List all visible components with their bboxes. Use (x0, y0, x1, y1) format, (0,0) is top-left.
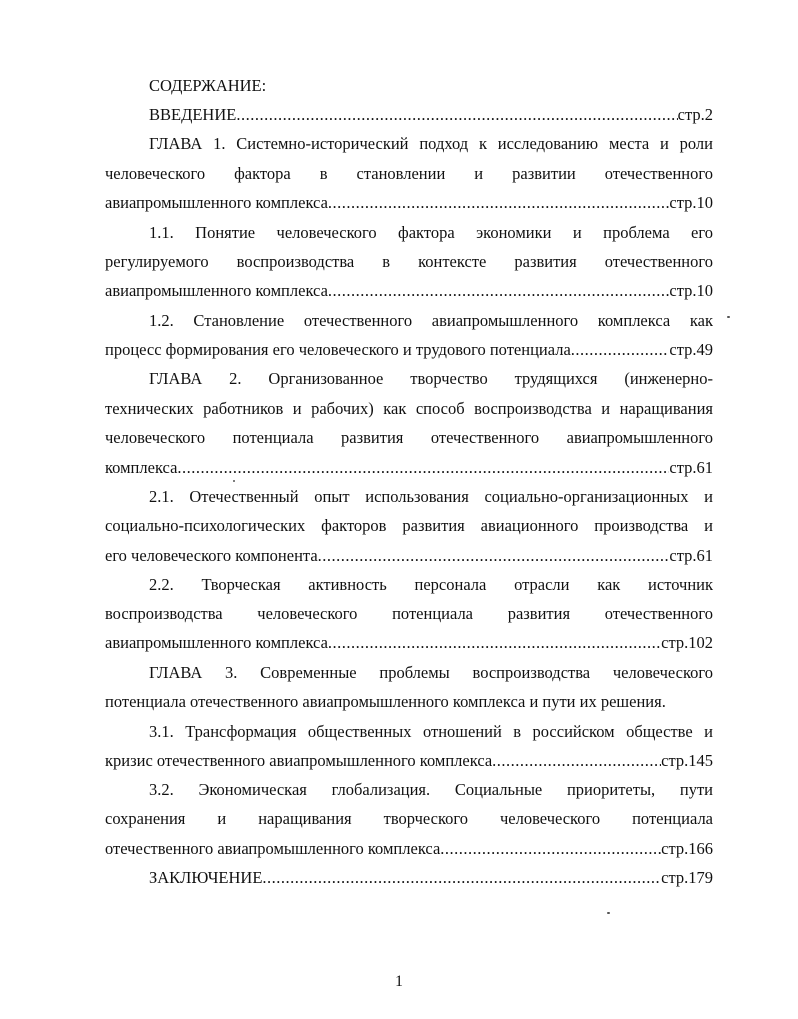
toc-entry-chapter-2 (105, 458, 713, 478)
toc-entry-page: стр.49 (669, 340, 713, 359)
toc-section-2-1-line: социально-психологических факторов развития авиационного производства и (105, 516, 713, 535)
toc-entry-page: стр.145 (661, 751, 713, 770)
toc-chapter-3-line: потенциала отечественного авиапромышленного комплекса и пути их решения. (105, 692, 666, 711)
toc-section-2-2-line: воспроизводства человеческого потенциала развития отечественного (105, 604, 713, 623)
toc-entry-section-1-2 (105, 340, 713, 360)
toc-entry-title: авиапромышленного комплекса (105, 281, 328, 300)
scan-speck (607, 912, 610, 914)
toc-section-1-1-line: регулируемого воспроизводства в контексте развития отечественного (105, 252, 713, 271)
toc-entry-intro (149, 105, 713, 125)
toc-entry-section-3-1 (105, 751, 713, 771)
toc-entry-section-2-2 (105, 633, 713, 653)
toc-entry-title: отечественного авиапромышленного комплекса (105, 839, 441, 858)
toc-entry-title: комплекса (105, 458, 178, 477)
toc-entry-page: стр.10 (669, 193, 713, 212)
toc-chapter-2-line: человеческого потенциала развития отечественного авиапромышленного (105, 428, 713, 447)
toc-entry-chapter-1 (105, 193, 713, 213)
toc-entry-title: ВВЕДЕНИЕ (149, 105, 237, 124)
toc-entry-section-1-1 (105, 281, 713, 301)
toc-chapter-1-line: человеческого фактора в становлении и развитии отечественного (105, 164, 713, 183)
toc-entry-page: стр.61 (669, 458, 713, 477)
toc-entry-page: стр.102 (661, 633, 713, 652)
toc-entry-page: стр.10 (669, 281, 713, 300)
toc-chapter-1-line: ГЛАВА 1. Системно-исторический подход к исследованию места и роли (149, 134, 713, 153)
toc-section-3-2-line: 3.2. Экономическая глобализация. Социальные приоритеты, пути (149, 780, 713, 799)
scan-speck (727, 316, 730, 318)
toc-entry-title: ЗАКЛЮЧЕНИЕ (149, 868, 263, 887)
toc-section-3-1-line: 3.1. Трансформация общественных отношений в российском обществе и (149, 722, 713, 741)
toc-chapter-2-line: ГЛАВА 2. Организованное творчество трудящихся (инженерно- (149, 369, 713, 388)
toc-section-2-2-line: 2.2. Творческая активность персонала отрасли как источник (149, 575, 713, 594)
toc-chapter-3-line: ГЛАВА 3. Современные проблемы воспроизводства человеческого (149, 663, 713, 682)
toc-section-3-2-line: сохранения и наращивания творческого человеческого потенциала (105, 809, 713, 828)
scan-speck (233, 480, 235, 482)
toc-entry-page: стр.61 (669, 546, 713, 565)
toc-entry-title: авиапромышленного комплекса (105, 633, 328, 652)
toc-entry-page: стр.179 (661, 868, 713, 887)
toc-entry-title: авиапромышленного комплекса (105, 193, 328, 212)
page-number: 1 (395, 973, 403, 990)
toc-entry-section-3-2 (105, 839, 713, 859)
toc-entry-conclusion (149, 868, 713, 888)
toc-section-2-1-line: 2.1. Отечественный опыт использования социально-организационных и (149, 487, 713, 506)
toc-entry-page: стр.2 (677, 105, 713, 124)
toc-chapter-2-line: технических работников и рабочих) как способ воспроизводства и наращивания (105, 399, 713, 418)
toc-heading: СОДЕРЖАНИЕ: (149, 76, 267, 95)
toc-entry-page: стр.166 (661, 839, 713, 858)
toc-entry-section-2-1 (105, 546, 713, 566)
toc-entry-title: кризис отечественного авиапромышленного комплекса (105, 751, 493, 770)
toc-section-1-2-line: 1.2. Становление отечественного авиапромышленного комплекса как (149, 311, 713, 330)
toc-entry-title: процесс формирования его человеческого и трудового потенциала (105, 340, 571, 359)
toc-section-1-1-line: 1.1. Понятие человеческого фактора экономики и проблема его (149, 223, 713, 242)
toc-entry-title: его человеческого компонента (105, 546, 318, 565)
